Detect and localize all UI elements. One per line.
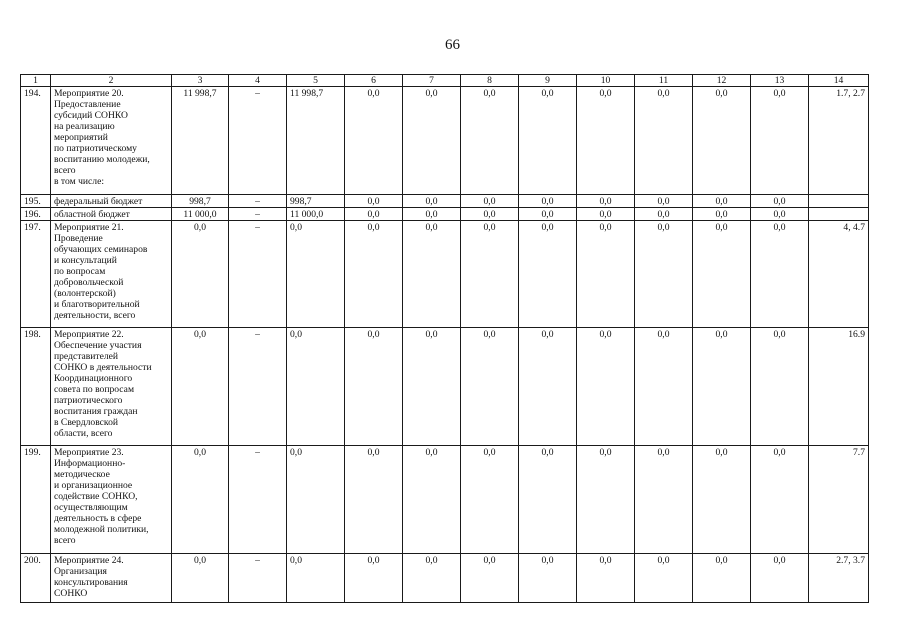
year-value: 0,0	[519, 328, 577, 446]
header-cell: 6	[345, 75, 403, 87]
year-amount: 0,0	[287, 328, 345, 446]
year-value: 0,0	[693, 446, 751, 554]
dash-value: –	[229, 221, 287, 328]
row-number: 198.	[21, 328, 51, 446]
activity-name-line: всего	[54, 165, 76, 176]
table-body	[21, 75, 869, 603]
year-value: 0,0	[751, 328, 809, 446]
year-amount: 0,0	[287, 446, 345, 554]
total-amount: 0,0	[172, 554, 229, 603]
header-cell: 2	[51, 75, 172, 87]
activity-name-line: воспитанию молодежи,	[54, 154, 150, 165]
header-cell: 12	[693, 75, 751, 87]
activity-name-line: субсидий СОНКО	[54, 110, 128, 121]
activity-name-line: осуществляющим	[54, 502, 128, 513]
year-value: 0,0	[693, 328, 751, 446]
year-value: 0,0	[461, 554, 519, 603]
total-amount: 11 000,0	[172, 208, 229, 221]
year-value: 0,0	[345, 87, 403, 195]
activity-name-line: патриотического	[54, 395, 123, 406]
table-row	[21, 328, 869, 446]
year-value: 0,0	[461, 221, 519, 328]
page-number: 66	[445, 37, 460, 53]
year-value: 0,0	[403, 446, 461, 554]
activity-name	[51, 221, 172, 328]
year-value: 0,0	[577, 195, 635, 208]
activity-name-line: Информационно-	[54, 458, 126, 469]
year-value: 0,0	[635, 221, 693, 328]
activity-name-line: представителей	[54, 351, 119, 362]
year-value: 0,0	[635, 446, 693, 554]
program-table	[20, 74, 869, 603]
activity-name-line: (волонтерской)	[54, 288, 116, 299]
year-value: 0,0	[577, 221, 635, 328]
row-number: 199.	[21, 446, 51, 554]
year-value: 0,0	[577, 328, 635, 446]
year-value: 0,0	[403, 554, 461, 603]
activity-name-line: обучающих семинаров	[54, 244, 148, 255]
header-cell: 13	[751, 75, 809, 87]
year-value: 0,0	[577, 554, 635, 603]
year-value: 0,0	[403, 328, 461, 446]
row-number: 200.	[21, 554, 51, 603]
year-value: 0,0	[461, 446, 519, 554]
year-value: 0,0	[751, 446, 809, 554]
year-value: 0,0	[577, 446, 635, 554]
target-indicator-ref: 4, 4.7	[809, 221, 869, 328]
year-amount: 0,0	[287, 221, 345, 328]
year-value: 0,0	[751, 221, 809, 328]
activity-name-line: областной бюджет	[54, 209, 130, 220]
table-row	[21, 446, 869, 554]
year-value: 0,0	[519, 554, 577, 603]
year-value: 0,0	[461, 87, 519, 195]
dash-value: –	[229, 87, 287, 195]
activity-name-line: СОНКО	[54, 588, 88, 599]
activity-name	[51, 446, 172, 554]
year-value: 0,0	[519, 221, 577, 328]
activity-name-line: всего	[54, 535, 76, 546]
year-value: 0,0	[403, 221, 461, 328]
total-amount: 0,0	[172, 446, 229, 554]
activity-name	[51, 208, 172, 221]
year-value: 0,0	[577, 208, 635, 221]
year-value: 0,0	[577, 87, 635, 195]
dash-value: –	[229, 446, 287, 554]
dash-value: –	[229, 554, 287, 603]
activity-name-line: Мероприятие 22.	[54, 329, 124, 340]
activity-name-line: методическое	[54, 469, 110, 480]
year-value: 0,0	[635, 554, 693, 603]
activity-name	[51, 195, 172, 208]
activity-name-line: Проведение	[54, 233, 103, 244]
activity-name-line: консультирования	[54, 577, 128, 588]
row-number: 195.	[21, 195, 51, 208]
year-value: 0,0	[751, 87, 809, 195]
year-amount: 11 000,0	[287, 208, 345, 221]
total-amount: 11 998,7	[172, 87, 229, 195]
header-cell: 1	[21, 75, 51, 87]
activity-name-line: Мероприятие 20.	[54, 88, 124, 99]
activity-name-line: по патриотическому	[54, 143, 137, 154]
header-cell: 8	[461, 75, 519, 87]
year-value: 0,0	[403, 195, 461, 208]
header-cell: 10	[577, 75, 635, 87]
activity-name-line: в Свердловской	[54, 417, 119, 428]
table-row	[21, 208, 869, 221]
year-value: 0,0	[519, 208, 577, 221]
target-indicator-ref: 7.7	[809, 446, 869, 554]
year-value: 0,0	[635, 195, 693, 208]
activity-name-line: Организация	[54, 566, 107, 577]
activity-name-line: содействие СОНКО,	[54, 491, 138, 502]
activity-name-line: воспитания граждан	[54, 406, 138, 417]
year-value: 0,0	[751, 195, 809, 208]
activity-name-line: федеральный бюджет	[54, 196, 143, 207]
activity-name-line: Обеспечение участия	[54, 340, 142, 351]
target-indicator-ref	[809, 208, 869, 221]
row-number: 194.	[21, 87, 51, 195]
year-value: 0,0	[461, 328, 519, 446]
activity-name-line: в том числе:	[54, 176, 105, 187]
year-value: 0,0	[693, 195, 751, 208]
year-value: 0,0	[751, 208, 809, 221]
dash-value: –	[229, 208, 287, 221]
activity-name-line: деятельности, всего	[54, 310, 136, 321]
year-value: 0,0	[693, 208, 751, 221]
activity-name-line: и благотворительной	[54, 299, 140, 310]
year-value: 0,0	[345, 328, 403, 446]
year-value: 0,0	[635, 208, 693, 221]
header-cell: 4	[229, 75, 287, 87]
header-cell: 5	[287, 75, 345, 87]
year-value: 0,0	[461, 195, 519, 208]
activity-name-line: молодежной политики,	[54, 524, 149, 535]
dash-value: –	[229, 328, 287, 446]
year-value: 0,0	[635, 87, 693, 195]
year-value: 0,0	[519, 195, 577, 208]
header-cell: 7	[403, 75, 461, 87]
activity-name	[51, 328, 172, 446]
year-value: 0,0	[519, 446, 577, 554]
activity-name-line: деятельность в сфере	[54, 513, 142, 524]
row-number: 197.	[21, 221, 51, 328]
activity-name-line: на реализацию	[54, 121, 115, 132]
table-row	[21, 87, 869, 195]
activity-name-line: СОНКО в деятельности	[54, 362, 152, 373]
header-cell: 11	[635, 75, 693, 87]
activity-name-line: и консультаций	[54, 255, 117, 266]
table-row	[21, 221, 869, 328]
row-number: 196.	[21, 208, 51, 221]
dash-value: –	[229, 195, 287, 208]
activity-name	[51, 554, 172, 603]
total-amount: 0,0	[172, 221, 229, 328]
activity-name-line: Координационного	[54, 373, 133, 384]
target-indicator-ref: 2.7, 3.7	[809, 554, 869, 603]
activity-name	[51, 87, 172, 195]
header-cell: 9	[519, 75, 577, 87]
target-indicator-ref	[809, 195, 869, 208]
activity-name-line: совета по вопросам	[54, 384, 135, 395]
activity-name-line: и организационное	[54, 480, 133, 491]
year-value: 0,0	[519, 87, 577, 195]
year-value: 0,0	[345, 554, 403, 603]
year-value: 0,0	[403, 87, 461, 195]
activity-name-line: Мероприятие 21.	[54, 222, 124, 233]
target-indicator-ref: 1.7, 2.7	[809, 87, 869, 195]
year-value: 0,0	[461, 208, 519, 221]
activity-name-line: Мероприятие 23.	[54, 447, 124, 458]
year-value: 0,0	[751, 554, 809, 603]
year-value: 0,0	[635, 328, 693, 446]
year-amount: 998,7	[287, 195, 345, 208]
header-cell: 3	[172, 75, 229, 87]
year-value: 0,0	[345, 221, 403, 328]
activity-name-line: Предоставление	[54, 99, 121, 110]
total-amount: 998,7	[172, 195, 229, 208]
activity-name-line: мероприятий	[54, 132, 108, 143]
year-value: 0,0	[693, 87, 751, 195]
year-value: 0,0	[345, 446, 403, 554]
activity-name-line: добровольческой	[54, 277, 124, 288]
year-value: 0,0	[403, 208, 461, 221]
activity-name-line: области, всего	[54, 428, 113, 439]
year-value: 0,0	[693, 221, 751, 328]
header-row	[21, 75, 869, 87]
year-amount: 0,0	[287, 554, 345, 603]
total-amount: 0,0	[172, 328, 229, 446]
year-value: 0,0	[345, 208, 403, 221]
activity-name-line: Мероприятие 24.	[54, 555, 124, 566]
target-indicator-ref: 16.9	[809, 328, 869, 446]
year-value: 0,0	[345, 195, 403, 208]
year-value: 0,0	[693, 554, 751, 603]
table-row	[21, 195, 869, 208]
activity-name-line: по вопросам	[54, 266, 106, 277]
year-amount: 11 998,7	[287, 87, 345, 195]
table-row	[21, 554, 869, 603]
header-cell: 14	[809, 75, 869, 87]
